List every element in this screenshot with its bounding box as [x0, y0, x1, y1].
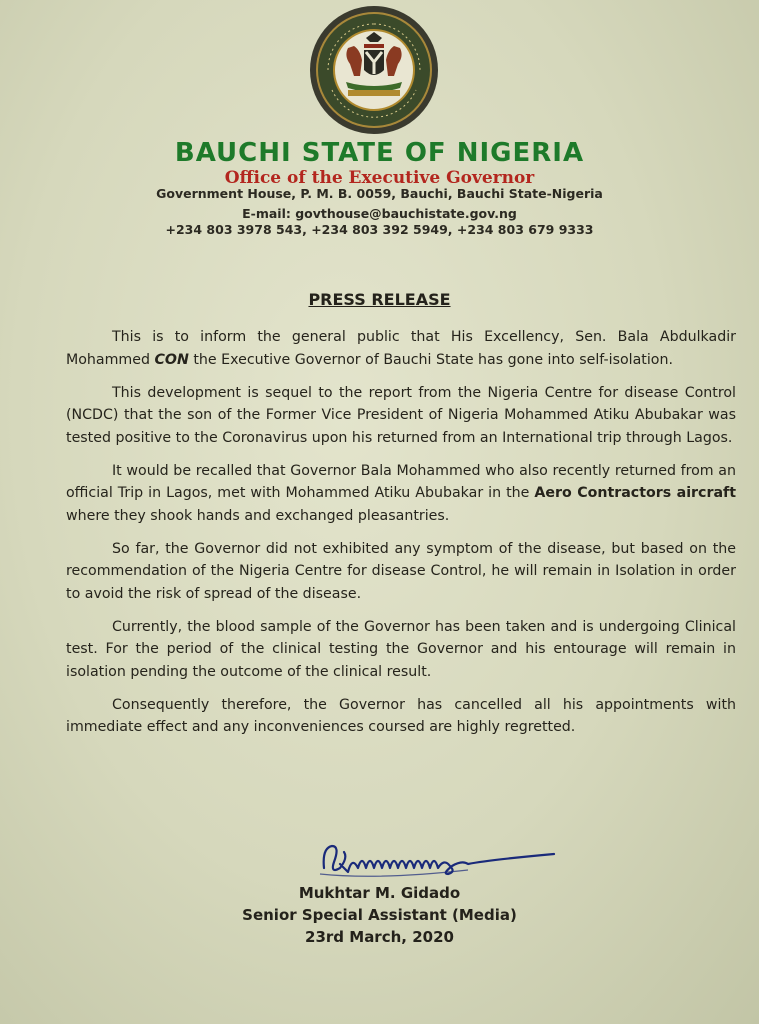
paragraph-3: [66, 460, 736, 528]
signatory-title: Senior Special Assistant (Media): [242, 906, 517, 924]
signatory-block: [0, 882, 759, 948]
state-seal-logo: [304, 4, 444, 136]
email-line: E-mail: govthouse@bauchistate.gov.ng: [242, 206, 517, 221]
paragraph-5: Currently, the blood sample of the Governor has been taken and is undergoing Clinical test. For the period of the clinical testing the Governor and his entourage will remain in isolation pending the outcome of the clinical result.: [66, 618, 736, 680]
release-date: 23rd March, 2020: [305, 928, 454, 946]
state-title: BAUCHI STATE OF NIGERIA: [174, 138, 585, 168]
paragraph-4: So far, the Governor did not exhibited any symptom of the disease, but based on the recommendation of the Nigeria Centre for disease Control, he will remain in Isolation in order to avoid the risk of spread of the disease.: [66, 540, 736, 602]
con-honorific: CON: [154, 351, 189, 368]
press-release-heading: PRESS RELEASE: [308, 290, 451, 309]
phone-line: +234 803 3978 543, +234 803 392 5949, +234 803 679 9333: [165, 222, 594, 237]
paragraph-3-text-b: where they shook hands and exchanged pleasantries.: [66, 507, 450, 524]
paragraph-1-text-a: This is to inform the general public that His Excellency, Sen. Bala Abdulkadir Mohammed: [66, 329, 736, 368]
paragraph-6: Consequently therefore, the Governor has cancelled all his appointments with immediate effect and any inconveniences coursed are highly regretted.: [66, 696, 736, 735]
paragraph-1: [66, 326, 736, 371]
address-line: Government House, P. M. B. 0059, Bauchi, Bauchi State-Nigeria: [156, 186, 603, 201]
office-name: Office of the Executive Governor: [224, 168, 535, 188]
signatory-name: Mukhtar M. Gidado: [298, 884, 461, 902]
handwritten-signature: [318, 838, 558, 884]
press-release-body: [66, 326, 736, 749]
paragraph-2: This development is sequel to the report from the Nigeria Centre for disease Control (NCDC) that the son of the Former Vice President of Nigeria Mohammed Atiku Abubakar was tested positive to the Coronavirus upon his returned from an International trip through Lagos.: [66, 384, 736, 446]
aircraft-name: Aero Contractors aircraft: [534, 485, 736, 501]
paragraph-1-text-b: the Executive Governor of Bauchi State has gone into self-isolation.: [188, 351, 673, 368]
paragraph-3-text-a: It would be recalled that Governor Bala Mohammed who also recently returned from an official Trip in Lagos, met with Mohammed Atiku Abubakar in the: [66, 462, 736, 501]
